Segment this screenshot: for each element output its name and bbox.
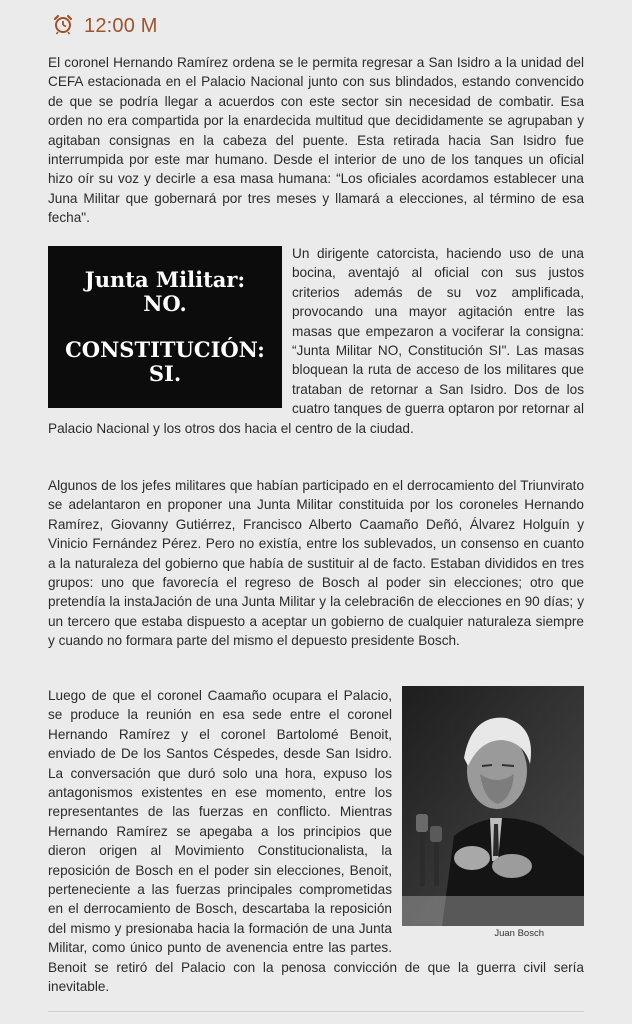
- paragraph-4: Luego de que el coronel Caamaño ocupara el Palacio, se produce la reunión en esa sede entre el coronel Hernando Ramírez y el coronel Bartolomé Benoit, enviado de De los Santos Céspedes, desde San Isidro. La conversación que duró solo una hora, expuso los antagonismos existentes en ese momento, entre los representantes de las fuerzas en conflicto. Mientras Hernando Ramírez se apegaba a los principios que dieron origen al Movimiento Constitucionalista, la reposición de Bosch en el poder sin elecciones, Benoit, perteneciente a las fuerzas principales comprometidas en el derrocamiento de Bosch, descartaba la reposición del mismo y presionaba hacia la formación de una Junta Militar, como único punto de avenencia entre las partes. Benoit se retiró del Palacio con la penosa convicción de que la guerra civil sería inevitable.: [48, 688, 584, 995]
- banner-line-3: CONSTITUCIÓN:: [65, 337, 265, 362]
- time-header: [52, 12, 158, 40]
- paragraph-1: El coronel Hernando Ramírez ordena se le permita regresar a San Isidro a la unidad del CEFA estacionada en el Palacio Nacional junto con sus blindados, estando convencido de que se podría llegar a acuerdos con este sector sin necesidad de combatir. Esa orden no era compartida por la enardecida multitud que decididamente se agrupaban y agitaban consignas en la cabeza del puente. Esta retirada hacia San Isidro fue interrumpida por este mar humano. Desde el interior de uno de los tanques un oficial hizo oír su voz y decirle a esa masa humana: “Los oficiales acordamos establecer una Juna Militar que gobernará por tres meses y llamará a elecciones, al término de esa fecha".: [48, 55, 584, 226]
- time-label: 12:00 M: [84, 14, 158, 37]
- banner-line-1: Junta Militar:: [84, 267, 246, 292]
- banner-line-2: NO.: [143, 291, 187, 316]
- banner-line-4: SI.: [148, 361, 182, 386]
- photo-figure: [402, 686, 584, 940]
- photo-caption: Juan Bosch: [494, 928, 544, 939]
- paragraph-2-block: [48, 244, 584, 438]
- paragraph-4-block: [48, 686, 584, 997]
- slogan-banner: [48, 246, 282, 408]
- paragraph-3: Algunos de los jefes militares que habían participado en el derrocamiento del Triunvirato se adelantaron en proponer una Junta Militar constituida por los coroneles Hernando Ramírez, Giovanny Gutiérrez, Francisco Alberto Caamaño Deñó, Álvarez Holguín y Vinicio Fernández Pérez. Pero no existía, entre los sublevados, un consenso en cuanto a la naturaleza del gobierno que había de sustituir al de facto. Estaban divididos en tres grupos: uno que favorecía el regreso de Bosch al poder sin elecciones; otro que pretendía la instaJación de una Junta Militar y la celebraci6n de elecciones en 90 días; y un tercero que estaba dispuesto a aceptar un gobierno de cualquier naturaleza siempre y cuando no formara parte del mismo el depuesto presidente Bosch.: [48, 478, 584, 649]
- bottom-divider: [48, 1011, 584, 1012]
- portrait-photo: [402, 686, 584, 926]
- alarm-clock-icon: [52, 13, 74, 40]
- paragraph-2: Un dirigente catorcista, haciendo uso de una bocina, aventajó al oficial con sus justos criterios además de su voz amplificada, provocando una mayor agitación entre las masas que empezaron a vociferar la consigna: “Junta Militar NO, Constitución SI". Las masas bloquean la ruta de acceso de los militares que trataban de retornar a San Isidro. Dos de los cuatro tanques de guerra optaron por retornar al Palacio Nacional y los otros dos hacia el centro de la ciudad.: [48, 246, 584, 436]
